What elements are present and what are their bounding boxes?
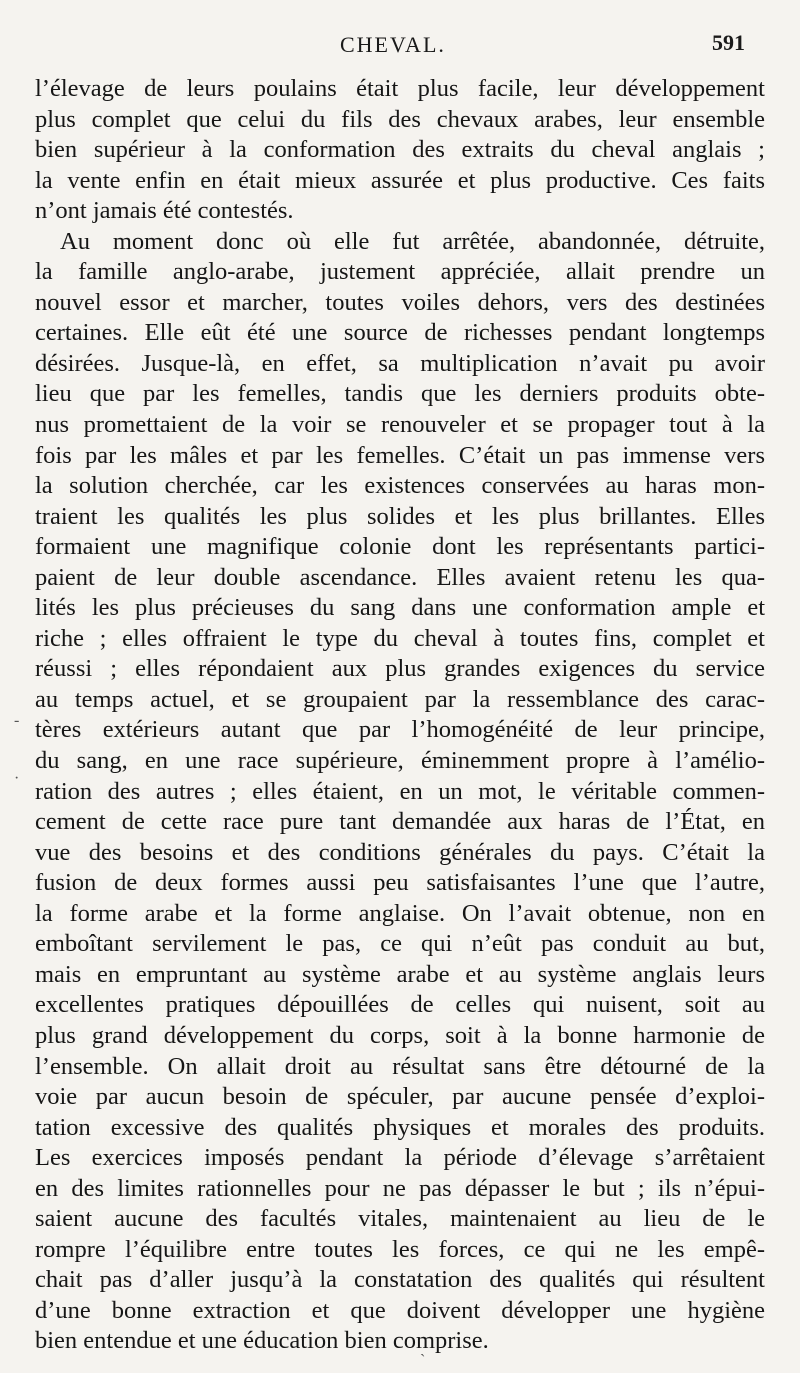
text-line: lieu que par les femelles, tandis que les derniers produits obte- — [35, 380, 765, 408]
text-line: mais en empruntant au système arabe et au système anglais leurs — [35, 960, 765, 988]
page-header — [0, 28, 800, 68]
body-text — [35, 74, 765, 1357]
text-line: l’élevage de leurs poulains était plus facile, leur développement — [35, 75, 765, 102]
text-line: rompre l’équilibre entre toutes les forces, ce qui ne les empê- — [35, 1235, 765, 1263]
text-line: cement de cette race pure tant demandée aux haras de l’État, en — [35, 808, 765, 836]
text-line: n’ont jamais été contestés. — [35, 197, 294, 225]
text-line: chait pas d’aller jusqu’à la constatation des qualités qui résultent — [35, 1266, 765, 1294]
text-line: traient les qualités les plus solides et les plus brillantes. Elles — [35, 502, 765, 530]
text-line: certaines. Elle eût été une source de richesses pendant longtemps — [35, 319, 765, 347]
paragraph — [35, 227, 765, 1357]
text-line: Au moment donc où elle fut arrêtée, abandonnée, détruite, — [60, 227, 765, 255]
text-line: Les exercices imposés pendant la période d’élevage s’arrêtaient — [35, 1144, 765, 1172]
page-number: 591 — [712, 30, 745, 55]
text-line: ration des autres ; elles étaient, en un mot, le véritable commen- — [35, 777, 765, 805]
text-line: lités les plus précieuses du sang dans une conformation ample et — [35, 594, 765, 622]
text-line: fusion de deux formes aussi peu satisfaisantes l’une que l’autre, — [35, 869, 765, 897]
text-line: formaient une magnifique colonie dont les représentants partici- — [35, 533, 765, 561]
bottom-tick-mark: ˋ — [420, 1352, 426, 1369]
text-line: saient aucune des facultés vitales, maintenaient au lieu de le — [35, 1205, 765, 1233]
text-line: en des limites rationnelles pour ne pas dépasser le but ; ils n’épui- — [35, 1174, 765, 1202]
text-line: tation excessive des qualités physiques et morales des produits. — [35, 1113, 765, 1141]
text-line: emboîtant servilement le pas, ce qui n’eût pas conduit au but, — [35, 930, 765, 958]
text-line: nouvel essor et marcher, toutes voiles dehors, vers des destinées — [35, 288, 765, 316]
running-title: CHEVAL. — [340, 32, 446, 57]
text-line: la solution cherchée, car les existences conservées au haras mon- — [35, 472, 765, 500]
text-line: la vente enfin en était mieux assurée et plus productive. Ces faits — [35, 166, 765, 194]
text-line: vue des besoins et des conditions générales du pays. C’était la — [35, 838, 765, 866]
text-line: nus promettaient de la voir se renouveler et se propager tout à la — [35, 411, 765, 439]
text-line: fois par les mâles et par les femelles. C’était un pas immense vers — [35, 441, 765, 469]
text-line: tères extérieurs autant que par l’homogénéité de leur principe, — [35, 716, 765, 744]
text-line: l’ensemble. On allait droit au résultat sans être détourné de la — [35, 1052, 765, 1080]
text-line: au temps actuel, et se groupaient par la ressemblance des carac- — [35, 685, 765, 713]
margin-dot-mark: · — [14, 770, 20, 787]
text-line: plus grand développement du corps, soit à la bonne harmonie de — [35, 1021, 765, 1049]
margin-dash-mark: - — [14, 712, 20, 729]
text-line: réussi ; elles répondaient aux plus grandes exigences du service — [35, 655, 765, 683]
text-line: voie par aucun besoin de spéculer, par aucune pensée d’exploi- — [35, 1083, 765, 1111]
text-line: désirées. Jusque-là, en effet, sa multiplication n’avait pu avoir — [35, 349, 765, 377]
text-line: bien entendue et une éducation bien comprise. — [35, 1327, 489, 1355]
text-line: bien supérieur à la conformation des extraits du cheval anglais ; — [35, 136, 765, 164]
text-line: la forme arabe et la forme anglaise. On l’avait obtenue, non en — [35, 899, 765, 927]
text-line: d’une bonne extraction et que doivent développer une hygiène — [35, 1296, 765, 1324]
text-line: du sang, en une race supérieure, éminemment propre à l’amélio- — [35, 747, 765, 775]
text-line: paient de leur double ascendance. Elles avaient retenu les qua- — [35, 563, 765, 591]
text-line: riche ; elles offraient le type du cheval à toutes fins, complet et — [35, 624, 765, 652]
text-line: plus complet que celui du fils des chevaux arabes, leur ensemble — [35, 105, 765, 133]
text-line: la famille anglo-arabe, justement appréciée, allait prendre un — [35, 258, 765, 286]
text-line: excellentes pratiques dépouillées de celles qui nuisent, soit au — [35, 991, 765, 1019]
paragraph — [35, 74, 765, 227]
